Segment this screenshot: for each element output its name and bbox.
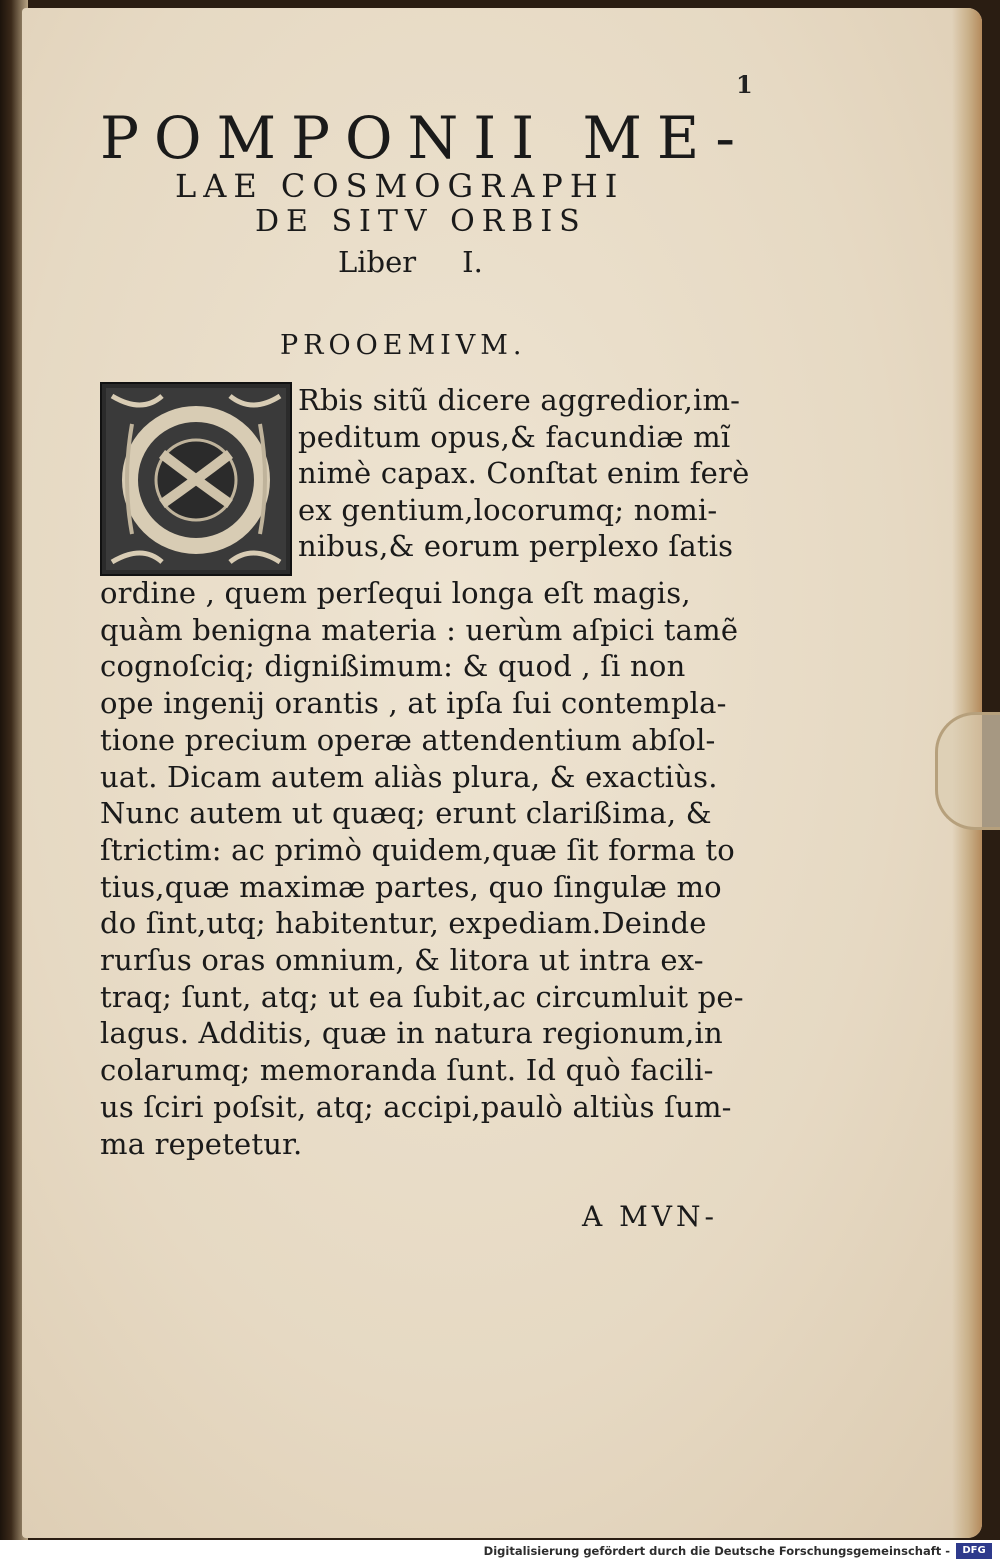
text-line: peditum opus,& facundiæ mĩ xyxy=(298,419,731,454)
footer-bar xyxy=(0,1540,1000,1564)
text-line: traq; ſunt, atq; ut ea ſubit,ac circumluit pe- xyxy=(100,979,744,1014)
text-line: us ſciri poſsit, atq; accipi,paulò altiùs ſum- xyxy=(100,1089,732,1124)
section-heading: PROOEMIVM. xyxy=(280,330,527,361)
text-line: do ſint,utq; habitentur, expediam.Deinde xyxy=(100,906,707,941)
text-line: ſtrictim: ac primò quidem,quæ ſit forma to xyxy=(100,832,735,867)
text-line: cognoſciq; dignißimum: & quod , ſi non xyxy=(100,649,686,684)
title-line-1: POMPONII ME- xyxy=(100,104,750,172)
text-line: nimè capax. Conſtat enim ferè xyxy=(298,456,750,491)
text-line: tius,quæ maximæ partes, quo ſingulæ mo xyxy=(100,869,722,904)
text-line: Nunc autem ut quæq; erunt clarißima, & xyxy=(100,796,712,831)
footer-text: Digitalisierung gefördert durch die Deutsche Forschungsgemeinschaft - xyxy=(483,1544,950,1558)
liber-label: Liber xyxy=(338,245,417,279)
text-line: lagus. Additis, quæ in natura regionum,in xyxy=(100,1016,723,1051)
text-line: ope ingenij orantis , at ipſa ſui contempla- xyxy=(100,686,727,721)
catchword: A MVN- xyxy=(582,1200,718,1233)
text-line: quàm benigna materia : uerùm aſpici tamẽ xyxy=(100,612,739,647)
text-line: Rbis sitũ dicere aggredior,im- xyxy=(298,383,741,417)
text-line: tione precium operæ attendentium abſol- xyxy=(100,722,716,757)
text-line: rurſus oras omnium, & litora ut intra ex- xyxy=(100,943,704,977)
text-line: colarumq; memoranda ſunt. Id quò facili- xyxy=(100,1053,714,1088)
title-line-2: LAE COSMOGRAPHI xyxy=(175,167,625,205)
text-line: uat. Dicam autem aliàs plura, & exactiùs. xyxy=(100,759,718,794)
text-line: ordine , quem perſequi longa eſt magis, xyxy=(100,576,691,610)
page-clip-tab xyxy=(935,712,1000,830)
liber-number: I. xyxy=(462,245,483,279)
decorated-initial-icon xyxy=(102,384,290,574)
folio-number: 1 xyxy=(736,70,753,99)
text-line: ex gentium,locorumq; nomi- xyxy=(298,492,718,527)
decorated-initial xyxy=(100,382,292,576)
text-line: nibus,& eorum perplexo ſatis xyxy=(298,529,734,564)
title-line-3: DE SITV ORBIS xyxy=(255,204,587,239)
text-line: ma repetetur. xyxy=(100,1126,303,1161)
title-liber xyxy=(338,245,638,279)
dfg-logo: DFG xyxy=(956,1543,992,1559)
